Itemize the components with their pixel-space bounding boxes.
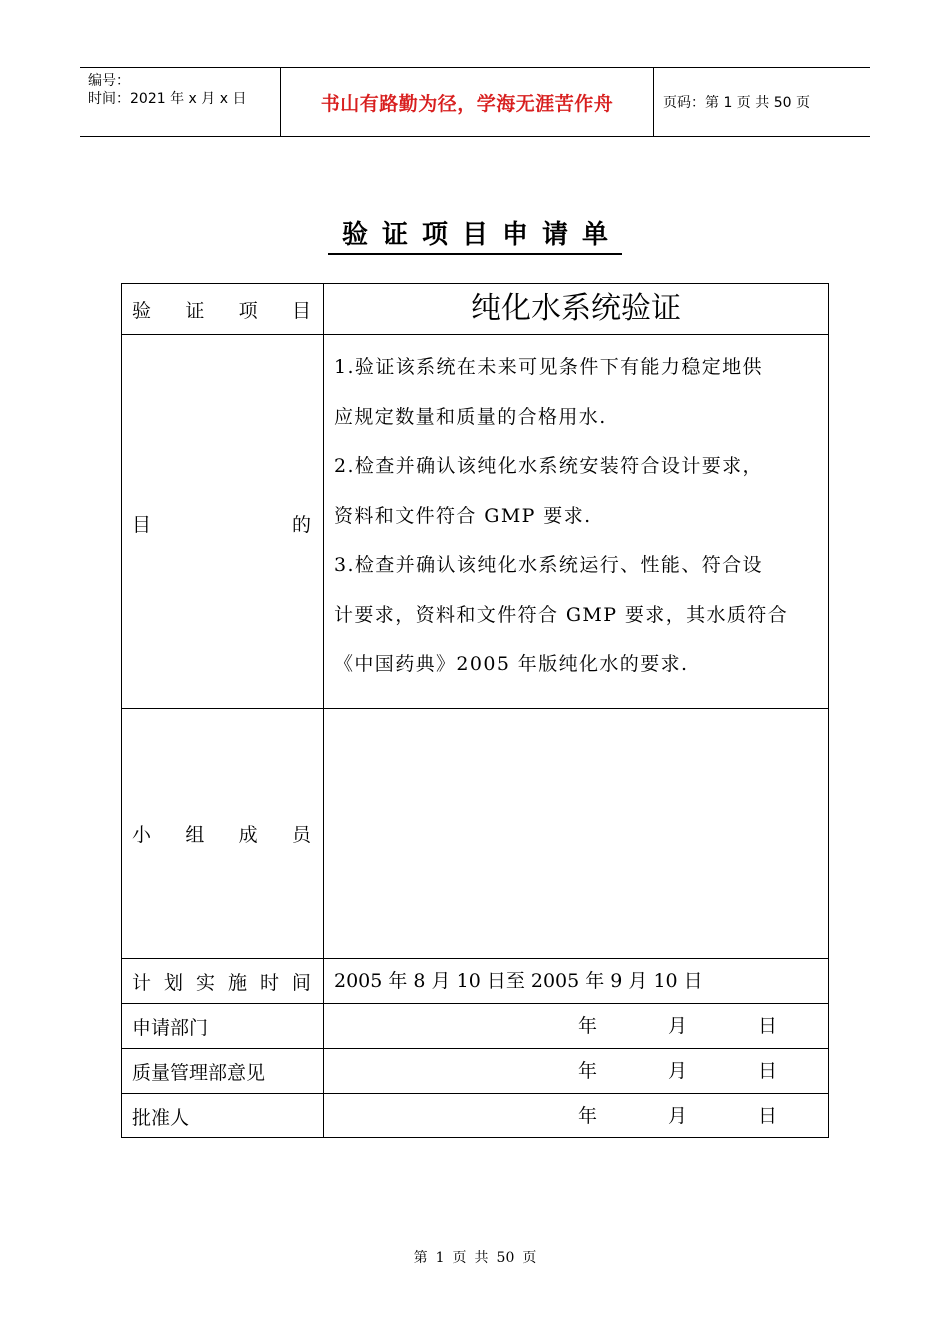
label-cell-members (122, 709, 324, 958)
application-form (121, 283, 829, 1138)
header-motto-cell (280, 68, 654, 136)
project-name: 纯化水系统验证 (471, 291, 681, 326)
footer-total: 共 (474, 1250, 489, 1266)
label-purpose-right: 的 (291, 514, 311, 536)
motto-text: 书山有路勤为径，学海无涯苦作舟 (320, 92, 614, 115)
purpose-line: 《中国药典》2005 年版纯化水的要求. (334, 653, 689, 675)
day-label: 日 (758, 1105, 778, 1127)
number-label: 编号： (88, 73, 130, 89)
page-title-text: 验证项目申请单 (328, 220, 622, 255)
purpose-line: 计要求，资料和文件符合 GMP 要求，其水质符合 (334, 603, 789, 626)
page-footer (0, 1247, 950, 1267)
header-page-cell (653, 68, 870, 136)
apply-dept-field[interactable] (324, 1004, 828, 1048)
label-char: 证 (185, 299, 205, 322)
label-qa-opinion: 质量管理部意见 (132, 1061, 266, 1084)
label-cell-approver (122, 1094, 324, 1138)
month-label: 月 (668, 1060, 688, 1082)
month-label: 月 (668, 1015, 688, 1037)
qa-opinion-field[interactable] (324, 1049, 828, 1093)
time-label: 时间：2021 年 x 月 x 日 (88, 91, 247, 107)
purpose-line: 3.检查并确认该纯化水系统运行、性能、符合设 (334, 554, 763, 576)
label-char: 组 (185, 824, 205, 846)
row-approver (122, 1094, 828, 1138)
year-label: 年 (578, 1015, 598, 1037)
label-cell-plan-time (122, 959, 324, 1003)
label-apply-dept: 申请部门 (132, 1016, 209, 1039)
row-apply-dept (122, 1004, 828, 1049)
label-purpose (122, 510, 323, 537)
label-char: 实 (195, 971, 215, 994)
label-cell-qa-opinion (122, 1049, 324, 1093)
row-project (122, 284, 828, 335)
footer-page-num: 1 (435, 1250, 445, 1266)
label-char: 验 (132, 299, 152, 322)
day-label: 日 (758, 1060, 778, 1082)
label-char: 计 (132, 971, 152, 994)
purpose-text (324, 335, 828, 716)
label-char: 施 (227, 971, 247, 994)
row-plan-time (122, 959, 828, 1004)
footer-page-unit: 页 (452, 1250, 467, 1266)
label-cell-purpose (122, 335, 324, 708)
label-project (122, 296, 323, 323)
label-approver: 批准人 (132, 1106, 190, 1129)
purpose-line: 2.检查并确认该纯化水系统安装符合设计要求， (334, 455, 763, 477)
header-meta (80, 68, 280, 136)
label-members (122, 820, 323, 847)
label-char: 小 (132, 824, 152, 846)
label-char: 成 (238, 824, 258, 846)
label-char: 间 (291, 971, 311, 994)
page-info: 页码：第 1 页 共 50 页 (663, 95, 810, 111)
label-cell-project (122, 284, 324, 334)
purpose-line: 1.验证该系统在未来可见条件下有能力稳定地供 (334, 356, 763, 378)
row-members (122, 709, 828, 959)
footer-total-num: 50 (496, 1250, 515, 1266)
day-label: 日 (758, 1015, 778, 1037)
label-char: 时 (259, 971, 279, 994)
year-label: 年 (578, 1060, 598, 1082)
page-title (0, 214, 950, 251)
row-qa-opinion (122, 1049, 828, 1094)
label-cell-apply-dept (122, 1004, 324, 1048)
footer-total-unit: 页 (522, 1250, 537, 1266)
purpose-line: 应规定数量和质量的合格用水. (334, 405, 607, 428)
label-char: 目 (291, 299, 311, 322)
year-label: 年 (578, 1105, 598, 1127)
approver-field[interactable] (324, 1094, 828, 1138)
label-plan-time (122, 968, 323, 995)
month-label: 月 (668, 1105, 688, 1127)
row-purpose (122, 335, 828, 709)
purpose-line: 资料和文件符合 GMP 要求. (334, 504, 592, 527)
label-char: 项 (238, 299, 258, 322)
footer-page: 第 (413, 1250, 428, 1266)
label-char: 划 (163, 971, 183, 994)
document-header (80, 67, 870, 137)
label-purpose-left: 目 (132, 514, 152, 536)
plan-time-value: 2005 年 8 月 10 日至 2005 年 9 月 10 日 (334, 970, 703, 992)
label-char: 员 (291, 824, 311, 846)
members-field[interactable] (324, 709, 828, 958)
value-cell-project (324, 284, 828, 334)
